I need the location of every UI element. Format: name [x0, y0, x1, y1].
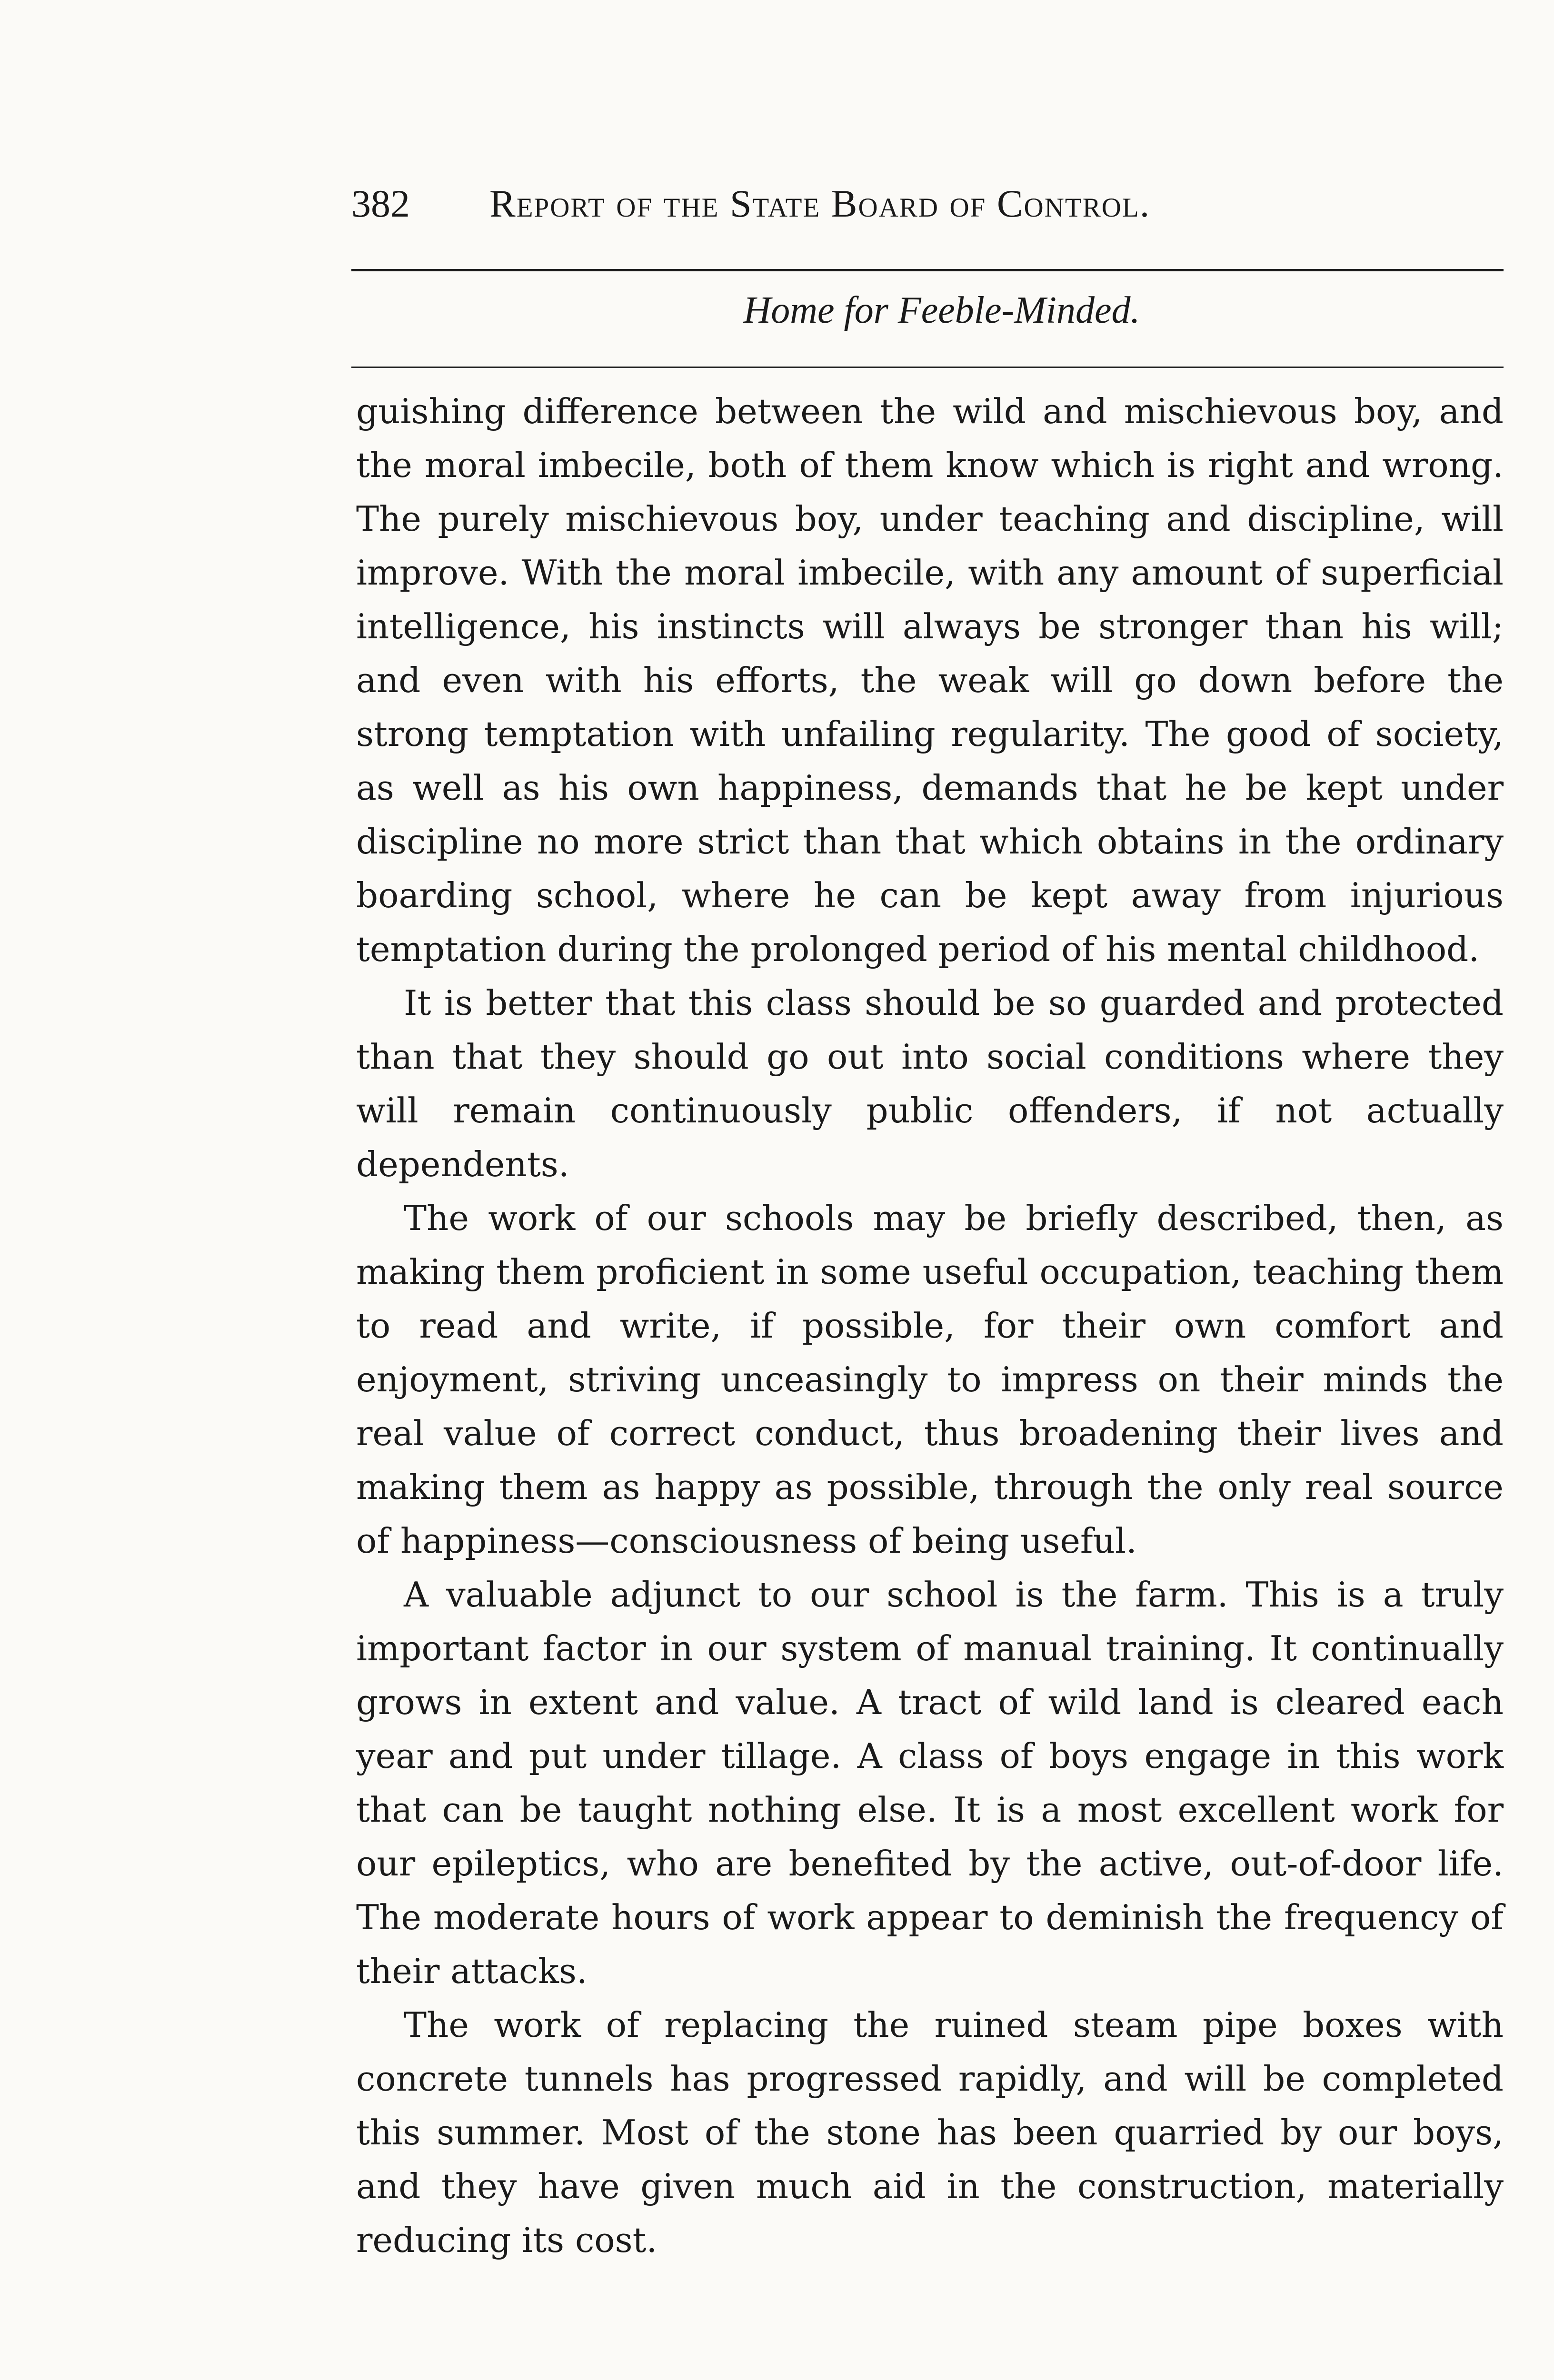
- header-rule: [351, 269, 1504, 271]
- page-number: 382: [351, 182, 410, 225]
- body-text: [356, 385, 1504, 2267]
- paragraph: guishing difference between the wild and mischievous boy, and the moral imbecile, both of them know which is right and wrong. The purely mischievous boy, under teaching and discipline, will improve. With the moral imbecile, with any amount of superficial intelligence, his instincts will always be stronger than his will; and even with his efforts, the weak will go down before the strong temptation with unfailing regularity. The good of society, as well as his own happiness, demands that he be kept under discipline no more strict than that which obtains in the ordinary boarding school, where he can be kept away from injurious temptation during the prolonged period of his mental childhood.: [356, 391, 1504, 969]
- section-heading: Home for Feeble-Minded.: [743, 289, 1140, 331]
- section-rule: [351, 367, 1504, 368]
- paragraph: The work of our schools may be briefly described, then, as making them proficient in some useful occupation, teaching them to read and write, if possible, for their own comfort and enjoyment, striving unceasingly to impress on their minds the real value of correct conduct, thus broadening their lives and making them as happy as possible, through the only real source of happiness—consciousness of being useful.: [356, 1198, 1504, 1561]
- report-title: Report of the State Board of Control.: [489, 182, 1151, 225]
- paragraph: The work of replacing the ruined steam pipe boxes with concrete tunnels has progressed rapidly, and will be completed this summer. Most of the stone has been quarried by our boys, and they have given much aid in the construction, materially reducing its cost.: [356, 2005, 1504, 2260]
- paragraph: A valuable adjunct to our school is the farm. This is a truly important factor in our system of manual training. It continually grows in extent and value. A tract of wild land is cleared each year and put under tillage. A class of boys engage in this work that can be taught nothing else. It is a most excellent work for our epileptics, who are benefited by the active, out-of-door life. The moderate hours of work appear to deminish the frequency of their attacks.: [356, 1575, 1504, 1991]
- paragraph: It is better that this class should be so guarded and protected than that they should go out into social conditions where they will remain continuously public offenders, if not actually dependents.: [356, 983, 1504, 1184]
- running-head: [351, 180, 1504, 228]
